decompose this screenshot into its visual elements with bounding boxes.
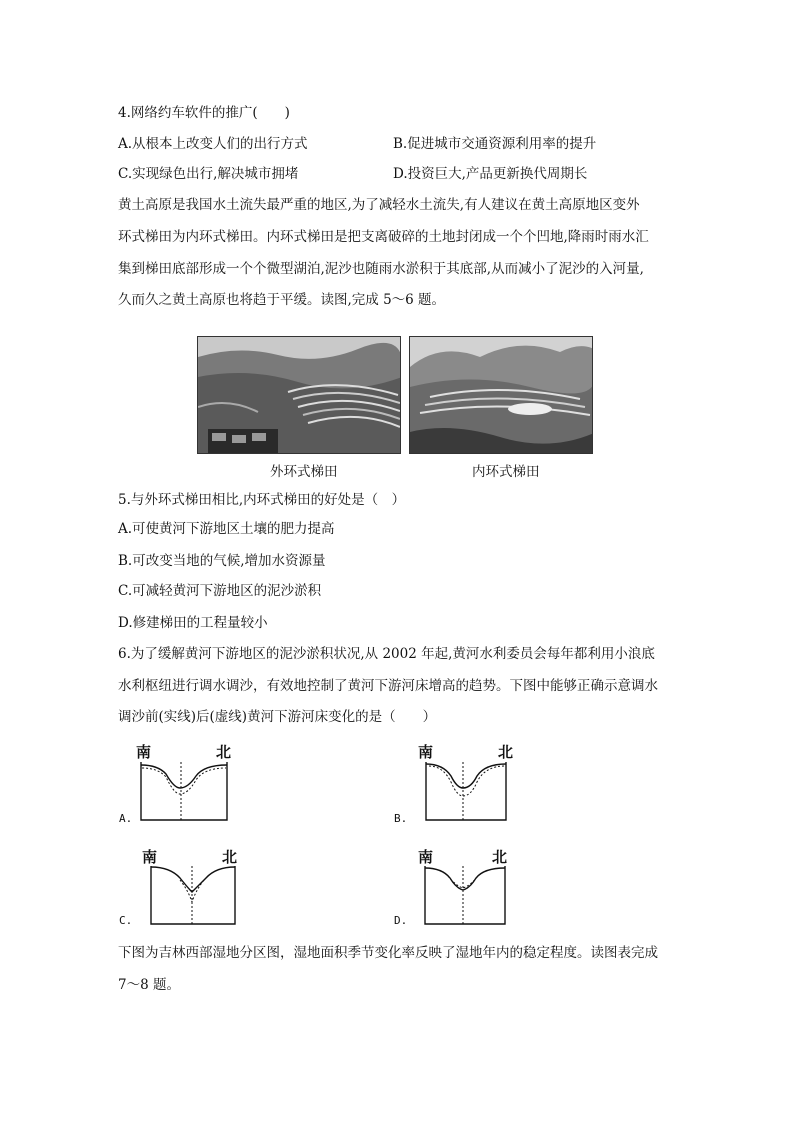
outer-terrace-caption: 外环式梯田 — [270, 464, 338, 480]
diagram-b — [425, 762, 507, 822]
diagram-c — [150, 864, 236, 926]
diagram-d-letter: D. — [394, 914, 408, 927]
q4-option-d: D.投资巨大,产品更新换代周期长 — [393, 166, 588, 182]
inner-terrace-caption: 内环式梯田 — [472, 464, 540, 480]
diagram-d-south-label: 南 — [418, 848, 434, 866]
diagram-c-south-label: 南 — [142, 848, 158, 866]
q78-line-2: 7～8 题。 — [118, 977, 180, 993]
q5-option-b: B.可改变当地的气候,增加水资源量 — [118, 553, 326, 569]
q78-line-1: 下图为吉林西部湿地分区图，湿地面积季节变化率反映了湿地年内的稳定程度。读图表完成 — [118, 945, 658, 961]
q5-stem: 5.与外环式梯田相比,内环式梯田的好处是（ ） — [118, 492, 406, 508]
outer-terrace-photo — [197, 336, 401, 454]
q5-option-d: D.修建梯田的工程量较小 — [118, 615, 268, 631]
diagram-b-north-label: 北 — [498, 743, 514, 761]
diagram-b-letter: B. — [394, 812, 408, 825]
diagram-a — [140, 762, 228, 822]
q5-option-c: C.可减轻黄河下游地区的泥沙淤积 — [118, 583, 322, 599]
diagram-a-letter: A. — [119, 812, 133, 825]
q6-line-3: 调沙前(实线)后(虚线)黄河下游河床变化的是（ ） — [118, 709, 437, 725]
q6-line-1: 6.为了缓解黄河下游地区的泥沙淤积状况,从 2002 年起,黄河水利委员会每年都利用小浪底 — [118, 646, 655, 662]
intro-line-3: 集到梯田底部形成一个个微型湖泊,泥沙也随雨水淤积于其底部,从而减小了泥沙的入河量, — [118, 261, 644, 277]
q5-option-a: A.可使黄河下游地区土壤的肥力提高 — [118, 521, 335, 537]
intro-line-2: 环式梯田为内环式梯田。内环式梯田是把支离破碎的土地封闭成一个个凹地,降雨时雨水汇 — [118, 229, 649, 245]
diagram-d — [424, 864, 506, 926]
inner-terrace-photo — [409, 336, 593, 454]
diagram-c-north-label: 北 — [222, 848, 238, 866]
diagram-d-north-label: 北 — [492, 848, 508, 866]
intro-line-4: 久而久之黄土高原也将趋于平缓。读图,完成 5～6 题。 — [118, 292, 446, 308]
intro-line-1: 黄土高原是我国水土流失最严重的地区,为了减轻水土流失,有人建议在黄土高原地区变外 — [118, 197, 640, 213]
q6-line-2: 水利枢纽进行调水调沙，有效地控制了黄河下游河床增高的趋势。下图中能够正确示意调水 — [118, 678, 658, 694]
diagram-c-letter: C. — [119, 914, 133, 927]
q4-option-c: C.实现绿色出行,解决城市拥堵 — [118, 166, 299, 182]
q4-stem: 4.网络约车软件的推广( ) — [118, 105, 290, 121]
diagram-a-north-label: 北 — [216, 743, 232, 761]
diagram-a-south-label: 南 — [136, 743, 152, 761]
q4-option-b: B.促进城市交通资源利用率的提升 — [393, 136, 597, 152]
diagram-b-south-label: 南 — [418, 743, 434, 761]
q4-option-a: A.从根本上改变人们的出行方式 — [118, 136, 308, 152]
